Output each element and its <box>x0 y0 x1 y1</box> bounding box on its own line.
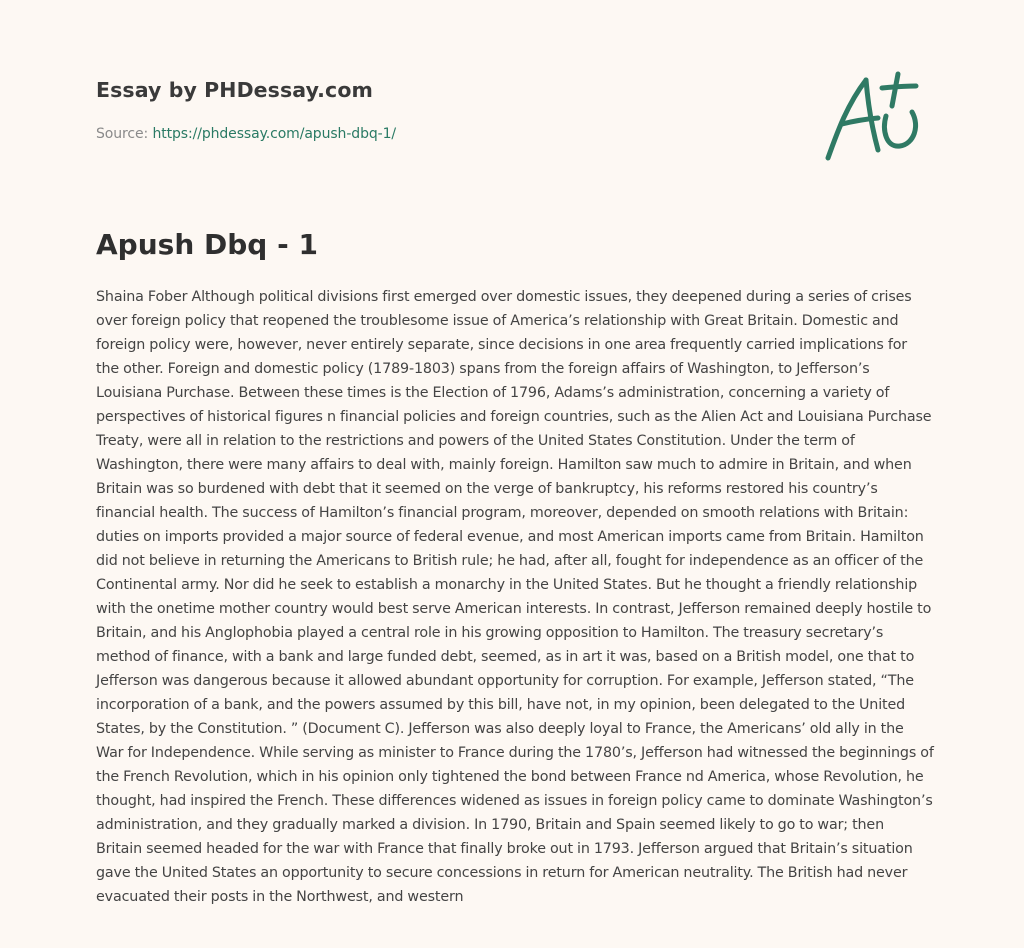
document-title: Apush Dbq - 1 <box>96 228 318 261</box>
source-line <box>96 124 936 144</box>
source-link[interactable]: https://phdessay.com/apush-dbq-1/ <box>152 126 397 142</box>
site-title: Essay by PHDessay.com <box>96 78 373 102</box>
document-body: Shaina Fober Although political divisions first emerged over domestic issues, they deepened during a series of crises over foreign policy that reopened the troublesome issue of America’s relationship with Great Britain. Domestic and foreign policy were, however, never entirely separate, since decisions in one area frequently carried implications for the other. Foreign and domestic policy (1789-1803) spans from the foreign affairs of Washington, to Jefferson’s Louisiana Purchase. Between these times is the Election of 1796, Adams’s administration, concerning a variety of perspectives of historical figures n financial policies and foreign countries, such as the Alien Act and Louisiana Purchase Treaty, were all in relation to the restrictions and powers of the United States Constitution. Under the term of Washington, there were many affairs to deal with, mainly foreign. Hamilton saw much to admire in Britain, and when Britain was so burdened with debt that it seemed on the verge of bankruptcy, his reforms restored his country’s financial health. The success of Hamilton’s financial program, moreover, depended on smooth relations with Britain: duties on imports provided a major source of federal evenue, and most American imports came from Britain. Hamilton did not believe in returning the Americans to British rule; he had, after all, fought for independence as an officer of the Continental army. Nor did he seek to establish a monarchy in the United States. But he thought a friendly relationship with the onetime mother country would best serve American interests. In contrast, Jefferson remained deeply hostile to Britain, and his Anglophobia played a central role in his growing opposition to Hamilton. The treasury secretary’s method of finance, with a bank and large funded debt, seemed, as in art it was, based on a British model, one that to Jefferson was dangerous because it allowed abundant opportunity for corruption. For example, Jefferson stated, “The incorporation of a bank, and the powers assumed by this bill, have not, in my opinion, been delegated to the United States, by the Constitution. ” (Document C). Jefferson was also deeply loyal to France, the Americans’ old ally in the War for Independence. While serving as minister to France during the 1780’s, Jefferson had witnessed the beginnings of the French Revolution, which in his opinion only tightened the bond between France nd America, whose Revolution, he thought, had inspired the French. These differences widened as issues in foreign policy came to dominate Washington’s administration, and they gradually marked a division. In 1790, Britain and Spain seemed likely to go to war; then Britain seemed headed for the war with France that finally broke out in 1793. Jefferson argued that Britain’s situation gave the United States an opportunity to secure concessions in return for American neutrality. The British had never evacuated their posts in the Northwest, and western <box>96 289 934 905</box>
header <box>96 76 936 144</box>
a-plus-logo-icon <box>822 66 930 166</box>
source-label: Source: <box>96 126 153 142</box>
